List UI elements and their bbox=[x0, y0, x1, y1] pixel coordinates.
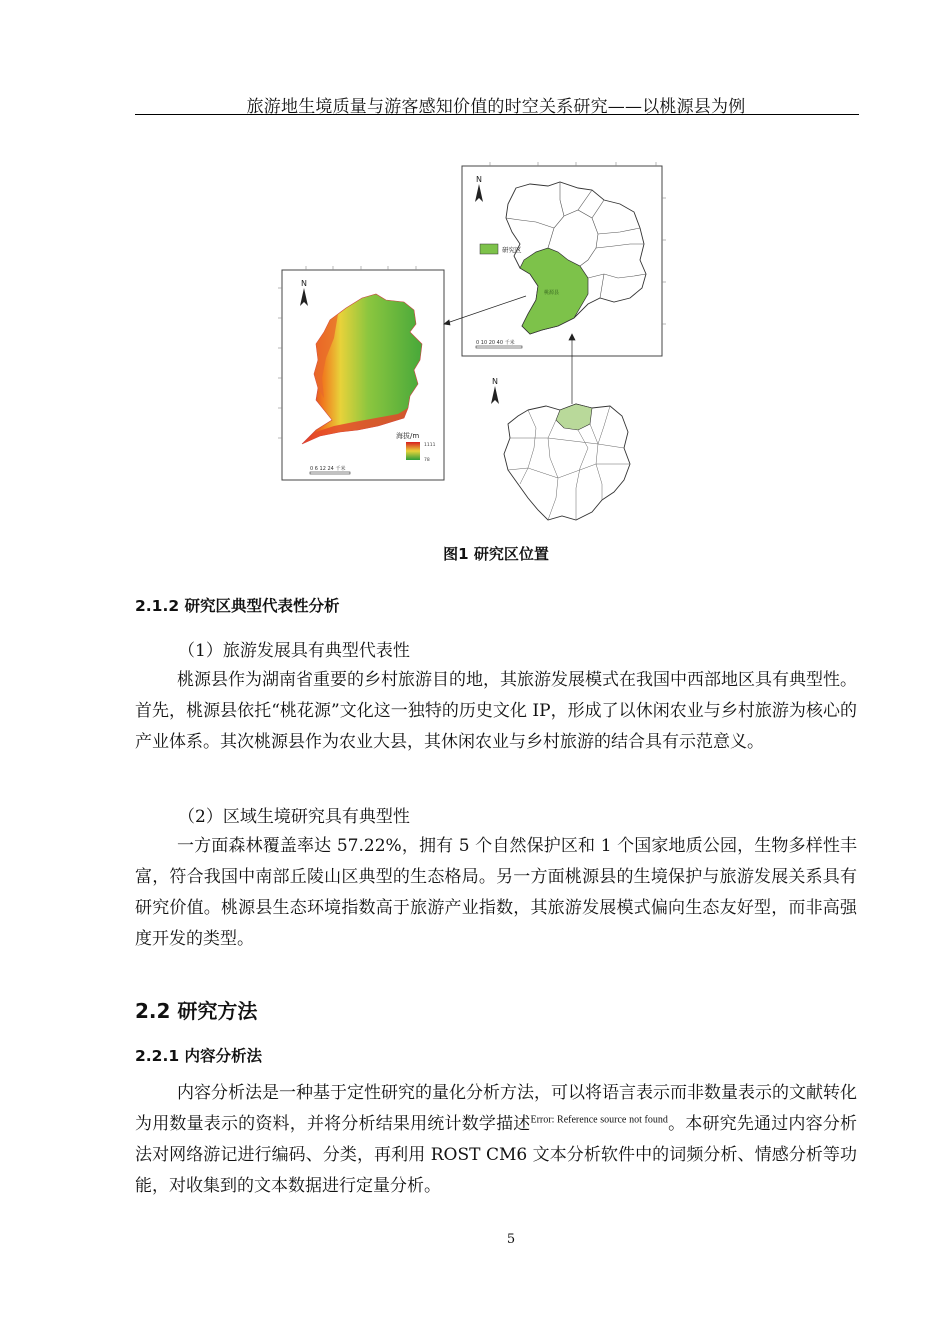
city-scale-label: 0 10 20 40 千米 bbox=[476, 340, 515, 346]
section-2-2-heading: 2.2 研究方法 bbox=[135, 999, 258, 1023]
content-analysis-text-a: 内容分析法是一种基于定性研究的量化分析方法，可以将语言表示而非数量表示的文献转化为用数量表示的资料，并将分析结果用统计数学描述 bbox=[135, 1083, 857, 1134]
city-scale-bar bbox=[476, 346, 522, 348]
study-area-legend-swatch bbox=[480, 244, 498, 254]
running-header: 旅游地生境质量与游客感知价值的时空关系研究——以桃源县为例 bbox=[246, 97, 746, 117]
province-north-arrow-icon bbox=[491, 386, 499, 404]
study-area-figure bbox=[258, 148, 698, 540]
paragraph-habitat: 一方面森林覆盖率达 57.22%，拥有 5 个自然保护区和 1 个国家地质公园，生物多样性丰富，符合我国中南部丘陵山区典型的生态格局。另一方面桃源县的生境保护与旅游发展关系具有研究价值。桃源县生态环境指数高于旅游产业指数，其旅游发展模式偏向生态友好型，而非高强度开发的类型。 bbox=[135, 836, 857, 949]
section-2-2-1-heading: 2.2.1 内容分析法 bbox=[135, 1047, 263, 1065]
county-map-label: 桃源县 bbox=[544, 290, 560, 296]
section-2-1-2-heading: 2.1.2 研究区典型代表性分析 bbox=[135, 597, 340, 615]
figure-caption: 图1 研究区位置 bbox=[443, 545, 549, 563]
page-number: 5 bbox=[506, 1232, 516, 1247]
dem-scale-label: 0 6 12 24 千米 bbox=[310, 466, 346, 472]
dem-legend-low: 78 bbox=[424, 458, 430, 463]
study-area-legend-label: 研究区 bbox=[502, 246, 522, 254]
dem-legend-high: 1111 bbox=[424, 443, 436, 448]
paragraph-content-analysis bbox=[135, 1078, 857, 1202]
dem-north-label: N bbox=[301, 279, 307, 288]
city-north-label: N bbox=[476, 175, 482, 184]
dem-scale-bar bbox=[310, 472, 350, 474]
header-rule bbox=[135, 114, 859, 115]
province-north-label: N bbox=[492, 377, 498, 386]
subheading-habitat-typical: （2）区域生境研究具有典型性 bbox=[178, 807, 410, 827]
dem-legend-ramp bbox=[406, 442, 420, 460]
subheading-tourism-typical: （1）旅游发展具有典型代表性 bbox=[178, 641, 410, 661]
content-analysis-text-b: 。本研究先通过内容分析法对网络游记进行编码、分类，再利用 ROST CM6 文本分析软件中的词频分析、情感分析等功能，对收集到的文本数据进行定量分析。 bbox=[135, 1114, 858, 1196]
paragraph-tourism: 桃源县作为湖南省重要的乡村旅游目的地，其旅游发展模式在我国中西部地区具有典型性。首先，桃源县依托“桃花源”文化这一独特的历史文化 IP，形成了以休闲农业与乡村旅游为核心的产业体系。其次桃源县作为农业大县，其休闲农业与乡村旅游的结合具有示范意义。 bbox=[135, 670, 857, 752]
reference-error: Error: Reference source not found bbox=[530, 1114, 668, 1126]
dem-legend-title: 海拔/m bbox=[396, 432, 420, 440]
